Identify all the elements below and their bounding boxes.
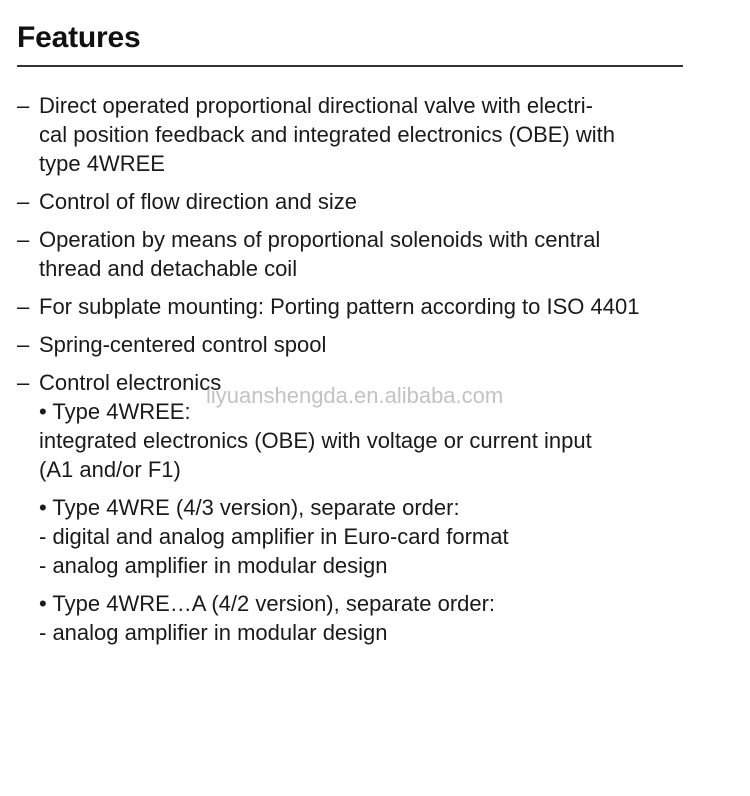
feature-line: For subplate mounting: Porting pattern according to ISO 4401 (39, 294, 640, 319)
electronics-line: (A1 and/or F1) (39, 457, 181, 482)
title-underline (17, 65, 683, 67)
electronics-line: - analog amplifier in modular design (39, 553, 388, 578)
feature-line: Operation by means of proportional solenoids with central (39, 227, 601, 252)
list-dash: – (17, 189, 30, 214)
feature-line: thread and detachable coil (39, 256, 298, 281)
feature-line: Control electronics (39, 370, 222, 395)
section-title: Features (17, 21, 141, 54)
feature-list (17, 91, 717, 656)
list-dash: – (17, 370, 30, 395)
feature-item (17, 225, 717, 283)
electronics-line: • Type 4WRE…A (4/2 version), separate order: (39, 591, 496, 616)
electronics-line: integrated electronics (OBE) with voltage or current input (39, 428, 592, 453)
electronics-line: • Type 4WREE: (39, 399, 191, 424)
feature-line: Control of flow direction and size (39, 189, 357, 214)
feature-item (17, 91, 717, 178)
list-dash: – (17, 227, 30, 252)
watermark-text: liyuanshengda.en.alibaba.com (206, 383, 504, 408)
feature-item (17, 330, 717, 359)
feature-item (17, 187, 717, 216)
feature-item-control-electronics (17, 368, 717, 647)
feature-item (17, 292, 717, 321)
feature-line: Spring-centered control spool (39, 332, 327, 357)
list-dash: – (17, 294, 30, 319)
electronics-line: - digital and analog amplifier in Euro-card format (39, 524, 509, 549)
electronics-line: - analog amplifier in modular design (39, 620, 388, 645)
electronics-block-4wre-43 (39, 493, 717, 580)
feature-line: type 4WREE (39, 151, 165, 176)
electronics-line: • Type 4WRE (4/3 version), separate order: (39, 495, 460, 520)
electronics-block-4wre-42 (39, 589, 717, 647)
feature-line: Direct operated proportional directional valve with electri- (39, 93, 593, 118)
list-dash: – (17, 332, 30, 357)
list-dash: – (17, 93, 30, 118)
feature-line: cal position feedback and integrated electronics (OBE) with (39, 122, 615, 147)
electronics-block-4wree (39, 397, 717, 484)
